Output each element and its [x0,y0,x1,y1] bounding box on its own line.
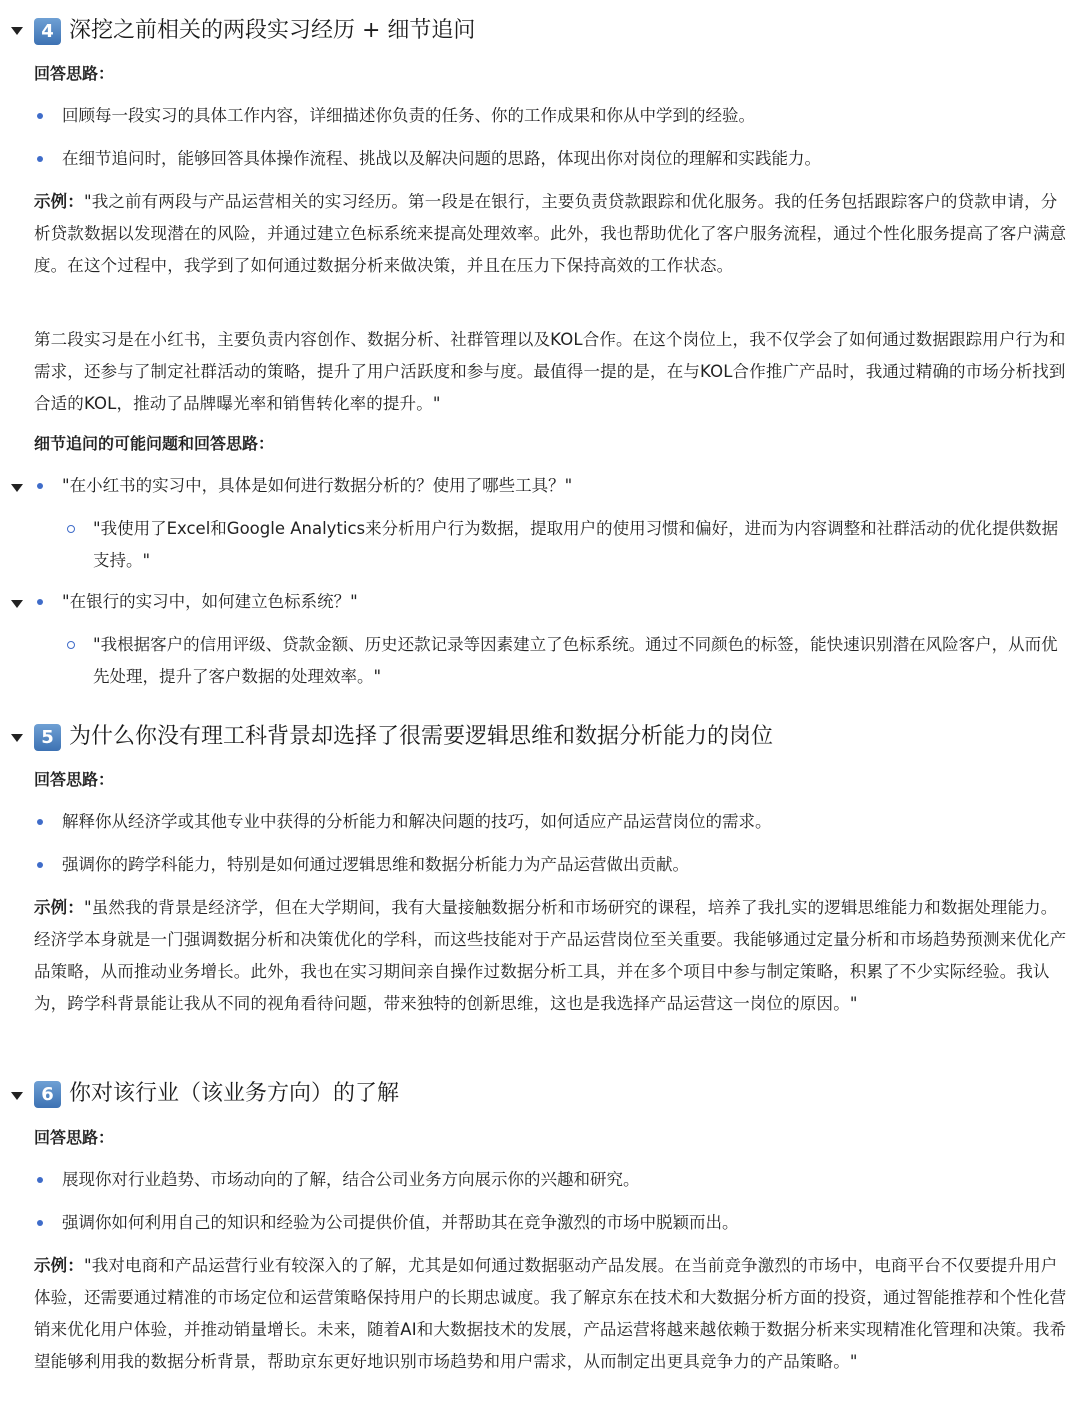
list-item: 回顾每一段实习的具体工作内容，详细描述你负责的任务、你的工作成果和你从中学到的经验。 [62,106,755,125]
section-title: 为什么你没有理工科背景却选择了很需要逻辑思维和数据分析能力的岗位 [69,724,774,749]
example-text: "虽然我的背景是经济学，但在大学期间，我有大量接触数据分析和市场研究的课程，培养了我扎实的逻辑思维能力和数据处理能力。经济学本身就是一门强调数据分析和决策优化的学科，而这些技能对于产品运营岗位至关重要。我能够通过定量分析和市场趋势预测来优化产品策略，从而推动业务增长。此外，我也在实习期间亲自操作过数据分析工具，并在多个项目中参与制定策略，积累了不少实际经验。我认为，跨学科背景能让我从不同的视角看待问题，带来独特的创新思维，这也是我选择产品运营这一岗位的原因。" [34,898,1067,1013]
list-item: 在细节追问时，能够回答具体操作流程、挑战以及解决问题的思路，体现出你对岗位的理解和实践能力。 [62,149,821,168]
section-heading-6 [34,1079,399,1109]
collapse-toggle-followup-2[interactable] [11,600,23,608]
followup-label: 细节追问的可能问题和回答思路： [34,434,275,453]
followup-question: "在银行的实习中，如何建立色标系统？" [62,592,358,611]
keycap-number-icon: 4 [34,18,61,45]
example-paragraph-continued: 第二段实习是在小红书，主要负责内容创作、数据分析、社群管理以及KOL合作。在这个岗位上，我不仅学会了如何通过数据跟踪用户行为和需求，还参与了制定社群活动的策略，提升了用户活跃度和参与度。最值得一提的是，在与KOL合作推广产品时，我通过精确的市场分析找到合适的KOL，推动了品牌曝光率和销售转化率的提升。" [34,330,1066,413]
answer-approach-label: 回答思路： [34,770,115,789]
keycap-number-icon: 6 [34,1081,61,1108]
followup-answer: "我使用了Excel和Google Analytics来分析用户行为数据，提取用户的使用习惯和偏好，进而为内容调整和社群活动的优化提供数据支持。" [93,519,1059,570]
list-item: 解释你从经济学或其他专业中获得的分析能力和解决问题的技巧，如何适应产品运营岗位的需求。 [62,812,772,831]
example-text: "我之前有两段与产品运营相关的实习经历。第一段是在银行，主要负责贷款跟踪和优化服务。我的任务包括跟踪客户的贷款申请，分析贷款数据以发现潜在的风险，并通过建立色标系统来提高处理效率。此外，我也帮助优化了客户服务流程，通过个性化服务提高了客户满意度。在这个过程中，我学到了如何通过数据分析来做决策，并且在压力下保持高效的工作状态。 [34,192,1067,275]
example-label: 示例： [34,192,84,211]
bullet-dot-icon [37,1220,43,1226]
section-heading-5 [34,722,773,752]
bullet-circle-icon [67,641,75,649]
answer-approach-label: 回答思路： [34,64,115,83]
bullet-dot-icon [37,113,43,119]
section-title: 深挖之前相关的两段实习经历 + 细节追问 [69,18,476,43]
example-paragraph [34,186,1070,282]
section-title: 你对该行业（该业务方向）的了解 [69,1081,400,1106]
collapse-toggle-followup-1[interactable] [11,484,23,492]
followup-question: "在小红书的实习中，具体是如何进行数据分析的？使用了哪些工具？" [62,476,573,495]
keycap-number-icon: 5 [34,724,61,751]
example-paragraph [34,1250,1070,1378]
bullet-circle-icon [67,525,75,533]
example-label: 示例： [34,1256,84,1275]
example-label: 示例： [34,898,84,917]
answer-approach-label: 回答思路： [34,1128,115,1147]
example-text: "我对电商和产品运营行业有较深入的了解，尤其是如何通过数据驱动产品发展。在当前竞争激烈的市场中，电商平台不仅要提升用户体验，还需要通过精准的市场定位和运营策略保持用户的长期忠诚度。我了解京东在技术和大数据分析方面的投资，通过智能推荐和个性化营销来优化用户体验，并推动销量增长。未来，随着AI和大数据技术的发展，产品运营将越来越依赖于数据分析来实现精准化管理和决策。我希望能够利用我的数据分析背景，帮助京东更好地识别市场趋势和用户需求，从而制定出更具竞争力的产品策略。" [34,1256,1067,1371]
bullet-dot-icon [37,156,43,162]
bullet-dot-icon [37,819,43,825]
followup-answer: "我根据客户的信用评级、贷款金额、历史还款记录等因素建立了色标系统。通过不同颜色的标签，能快速识别潜在风险客户，从而优先处理，提升了客户数据的处理效率。" [93,635,1058,686]
collapse-toggle-section-5[interactable] [11,734,23,742]
example-paragraph [34,892,1070,1020]
bullet-dot-icon [37,483,43,489]
bullet-dot-icon [37,862,43,868]
list-item: 强调你的跨学科能力，特别是如何通过逻辑思维和数据分析能力为产品运营做出贡献。 [62,855,689,874]
list-item: 强调你如何利用自己的知识和经验为公司提供价值，并帮助其在竞争激烈的市场中脱颖而出。 [62,1213,739,1232]
collapse-toggle-section-4[interactable] [11,27,23,35]
bullet-dot-icon [37,599,43,605]
bullet-dot-icon [37,1177,43,1183]
collapse-toggle-section-6[interactable] [11,1092,23,1100]
section-heading-4 [34,16,475,46]
list-item: 展现你对行业趋势、市场动向的了解，结合公司业务方向展示你的兴趣和研究。 [62,1170,640,1189]
